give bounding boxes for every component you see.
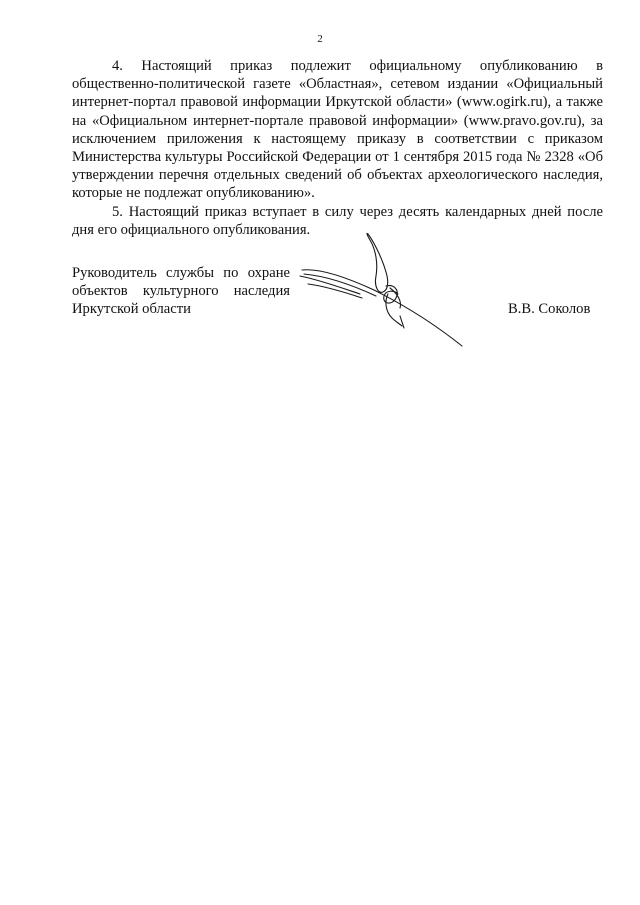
signer-title	[72, 264, 290, 319]
signer-title-line-2: объектов культурного наследия	[72, 283, 290, 300]
signer-title-line-3: Иркутской области	[72, 301, 191, 318]
signer-name: В.В. Соколов	[508, 301, 591, 317]
signer-title-line-1: Руководитель службы по охране	[72, 265, 290, 281]
document-body	[72, 57, 603, 239]
page-number: 2	[317, 33, 323, 45]
handwritten-signature	[290, 228, 470, 350]
paragraph-4: 4. Настоящий приказ подлежит официальному опубликованию в общественно-политической газете «Областная», сетевом издании «Официальный интернет-портал правовой информации Иркутской области» (www.ogirk.ru), а также на «Официальном интернет-портале правовой информации» (www.pravo.gov.ru), за исключением приложения к настоящему приказу в соответствии с приказом Министерства культуры Российской Федерации от 1 сентября 2015 года № 2328 «Об утверждении перечня отдельных сведений об объектах археологического наследия, которые не подлежат опубликованию».	[72, 58, 603, 202]
paragraph-5: 5. Настоящий приказ вступает в силу через десять календарных дней после дня его официального опубликования.	[72, 203, 603, 238]
